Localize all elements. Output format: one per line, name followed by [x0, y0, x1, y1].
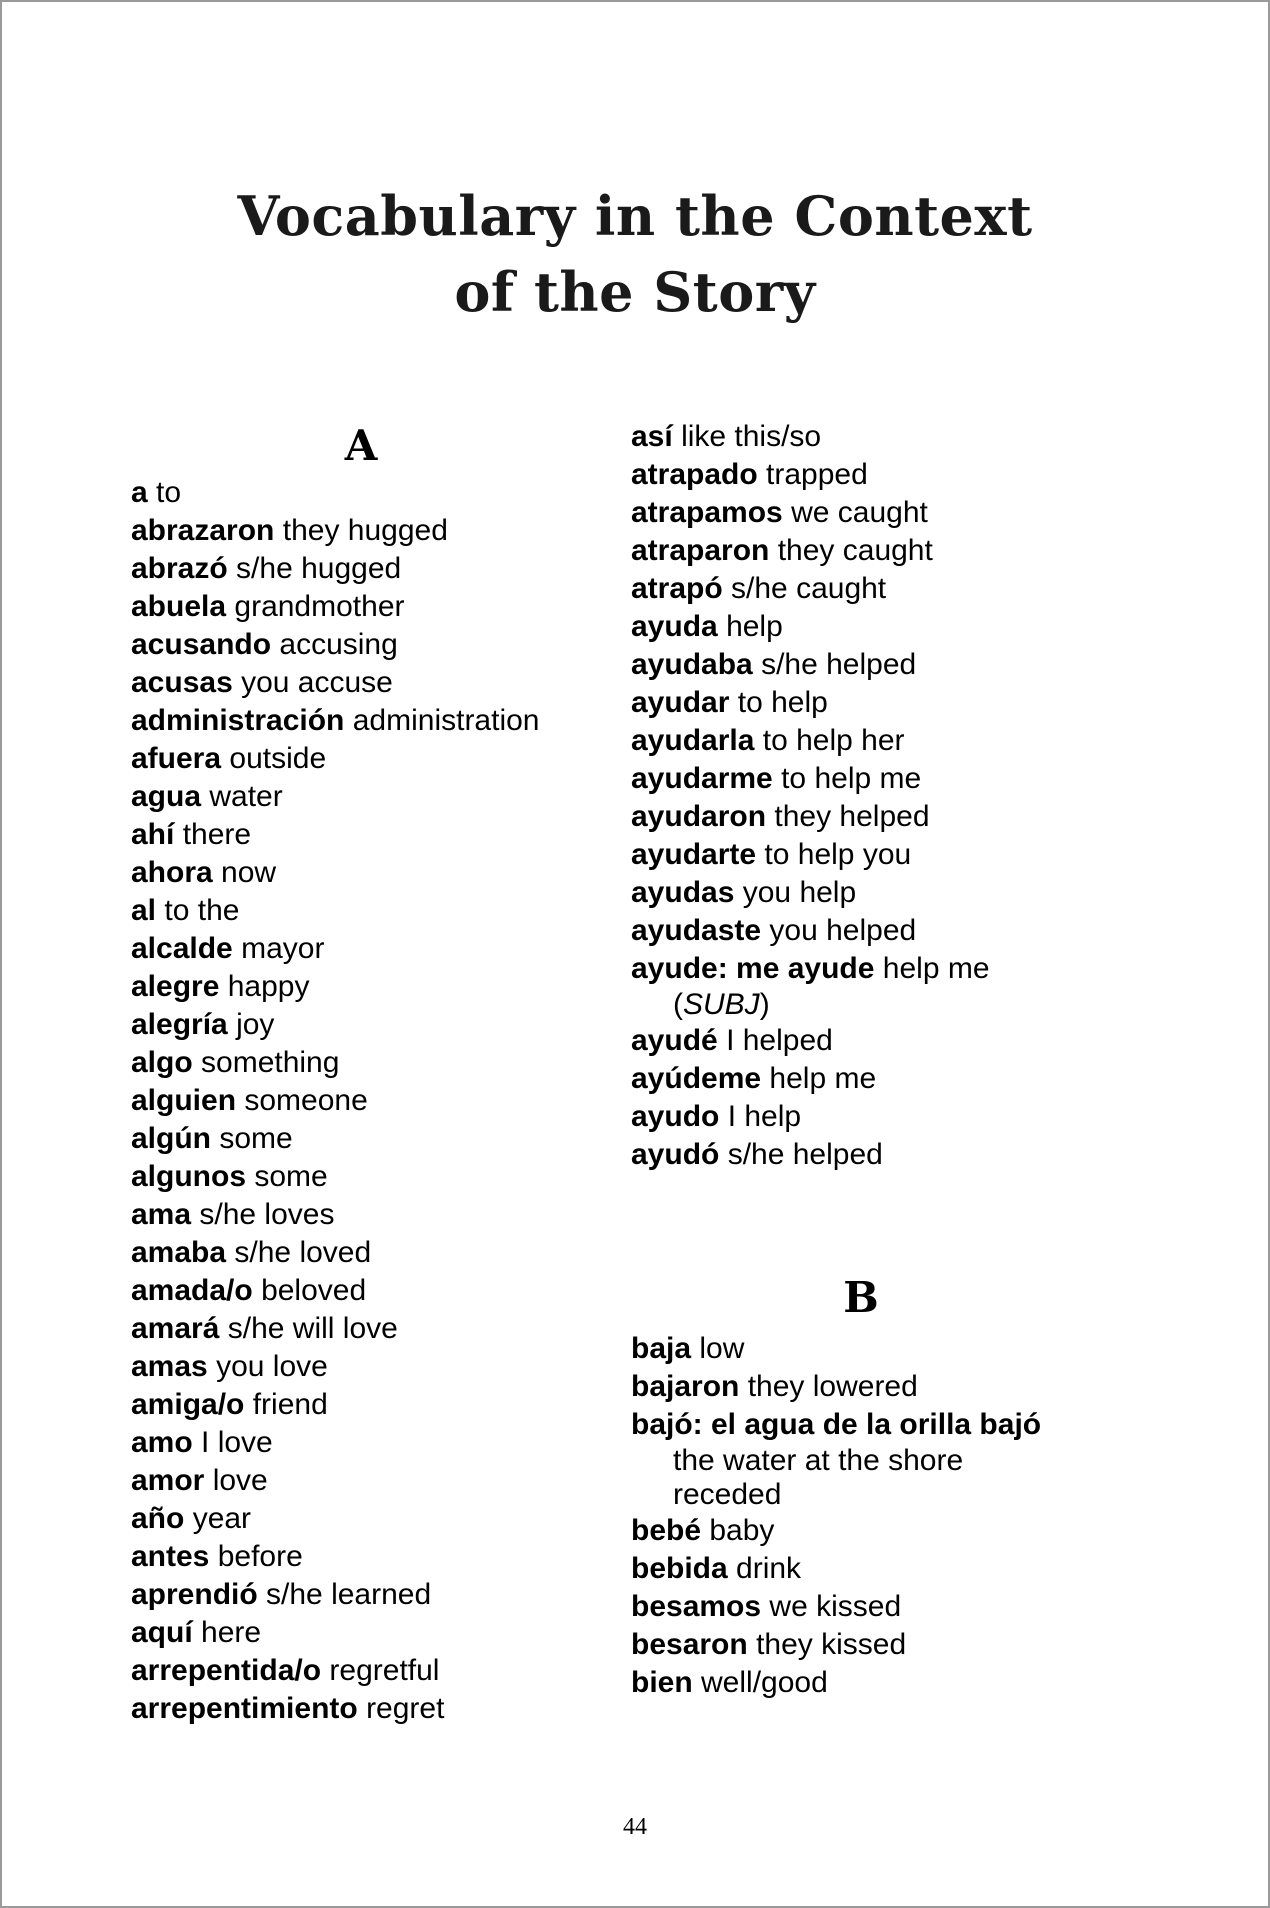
entry-gloss: s/he hugged — [236, 552, 402, 585]
entry-gloss: they helped — [774, 800, 930, 833]
entry-gloss: we kissed — [769, 1590, 902, 1623]
vocab-entry — [131, 854, 601, 892]
entry-gloss: we caught — [791, 496, 928, 529]
vocab-entry — [131, 1196, 601, 1234]
subj-label: SUBJ — [683, 988, 760, 1021]
vocab-entry — [131, 1652, 601, 1690]
vocab-entry — [631, 1060, 1101, 1098]
entry-gloss: they kissed — [756, 1628, 907, 1661]
vocab-entry — [131, 1576, 601, 1614]
entry-gloss: they hugged — [282, 514, 448, 547]
entry-gloss: s/he will love — [227, 1312, 398, 1345]
vocab-entry — [631, 1626, 1101, 1664]
entry-list-b-start — [631, 1330, 1101, 1406]
entry-gloss: outside — [229, 742, 327, 775]
entry-gloss: you love — [216, 1350, 328, 1383]
entry-gloss: to help her — [762, 724, 905, 757]
entry-headword: arrepentida/o — [131, 1654, 322, 1687]
entry-headword: amaba — [131, 1236, 227, 1269]
vocab-entry — [631, 532, 1101, 570]
vocab-entry — [131, 1234, 601, 1272]
vocab-entry — [631, 1664, 1101, 1702]
section-letter-b: B — [843, 1273, 879, 1322]
entry-headword: acusando — [131, 628, 272, 661]
entry-headword: bajaron — [631, 1370, 740, 1403]
entry-gloss: accusing — [279, 628, 398, 661]
entry-headword: bebé — [631, 1514, 702, 1547]
entry-headword: bebida — [631, 1552, 728, 1585]
vocab-entry — [631, 874, 1101, 912]
entry-headword: al — [131, 894, 157, 927]
entry-headword: alegría — [131, 1008, 228, 1041]
vocab-entry — [131, 1006, 601, 1044]
entry-headword: ayudaste — [631, 914, 762, 947]
vocab-entry — [131, 816, 601, 854]
vocab-entry — [131, 1120, 601, 1158]
entry-gloss: like this/so — [681, 420, 822, 453]
vocab-entry — [131, 1462, 601, 1500]
entry-headword: ayudar — [631, 686, 730, 719]
entry-headword: ayudo — [631, 1100, 720, 1133]
entry-headword: año — [131, 1502, 185, 1535]
entry-gloss: joy — [236, 1008, 275, 1041]
vocab-entry — [131, 1424, 601, 1462]
entry-headword: atrapó — [631, 572, 723, 605]
entry-headword: abrazó — [131, 552, 228, 585]
right-column — [631, 418, 1101, 1702]
paren-open: ( — [673, 988, 683, 1021]
entry-gloss: someone — [244, 1084, 368, 1117]
entry-headword: ayudaron — [631, 800, 767, 833]
vocab-entry — [631, 570, 1101, 608]
entry-list-a-end — [631, 1022, 1101, 1174]
entry-gloss: mayor — [241, 932, 325, 965]
entry-gloss: s/he loves — [199, 1198, 335, 1231]
entry-gloss-line-2: receded — [673, 1478, 782, 1511]
entry-headword: aquí — [131, 1616, 193, 1649]
entry-gloss: something — [201, 1046, 340, 1079]
left-column — [131, 420, 601, 1728]
entry-gloss: some — [219, 1122, 293, 1155]
entry-headword: alguien — [131, 1084, 237, 1117]
entry-gloss: to the — [164, 894, 240, 927]
entry-headword: ayudas — [631, 876, 735, 909]
entry-headword: algún — [131, 1122, 211, 1155]
entry-gloss-line-1: the water at the shore — [673, 1444, 964, 1477]
entry-gloss: baby — [709, 1514, 775, 1547]
entry-headword: besamos — [631, 1590, 762, 1623]
entry-gloss: low — [699, 1332, 745, 1365]
vocab-entry — [631, 1136, 1101, 1174]
vocab-entry — [631, 1368, 1101, 1406]
entry-headword: ayudarte — [631, 838, 757, 871]
entry-gloss: grandmother — [234, 590, 405, 623]
entry-gloss: regret — [366, 1692, 445, 1725]
entry-gloss: well/good — [701, 1666, 828, 1699]
entry-headword: amará — [131, 1312, 220, 1345]
entry-headword: ayudaba — [631, 648, 753, 681]
entry-headword: bien — [631, 1666, 693, 1699]
vocab-entry — [131, 778, 601, 816]
entry-headword: así — [631, 420, 673, 453]
vocab-entry — [131, 930, 601, 968]
entry-gloss: love — [212, 1464, 268, 1497]
entry-headword: antes — [131, 1540, 210, 1573]
entry-gloss: they lowered — [747, 1370, 918, 1403]
entry-headword: amor — [131, 1464, 205, 1497]
vocab-entry — [631, 1022, 1101, 1060]
entry-headword: alcalde — [131, 932, 233, 965]
vocab-entry — [131, 1348, 601, 1386]
entry-headword: atrapado — [631, 458, 758, 491]
entry-gloss: water — [209, 780, 283, 813]
vocab-entry — [131, 892, 601, 930]
vocab-entry — [631, 912, 1101, 950]
entry-headword: abuela — [131, 590, 227, 623]
entry-headword: agua — [131, 780, 202, 813]
entry-headword: amiga/o — [131, 1388, 245, 1421]
vocab-entry — [131, 512, 601, 550]
vocab-entry — [131, 1500, 601, 1538]
entry-gloss: I help — [727, 1100, 802, 1133]
vocab-entry — [131, 664, 601, 702]
vocab-entry — [631, 760, 1101, 798]
entry-headword: ayúdeme — [631, 1062, 762, 1095]
entry-headword: amas — [131, 1350, 208, 1383]
entry-list-a — [131, 474, 601, 1728]
entry-list-a-cont — [631, 418, 1101, 950]
entry-headword: a — [131, 476, 148, 509]
vocab-entry-bajo — [631, 1406, 1101, 1512]
entry-gloss: to — [156, 476, 182, 509]
vocab-entry — [631, 608, 1101, 646]
entry-gloss: happy — [227, 970, 310, 1003]
entry-continuation — [631, 988, 1101, 1022]
page-number: 44 — [623, 1814, 647, 1840]
entry-headword: alegre — [131, 970, 220, 1003]
entry-headword: atraparon — [631, 534, 770, 567]
vocab-entry — [631, 1330, 1101, 1368]
vocab-entry-ayude — [631, 950, 1101, 1022]
entry-headword: baja — [631, 1332, 692, 1365]
title-line-1: Vocabulary in the Context — [237, 184, 1033, 248]
vocab-entry — [131, 1044, 601, 1082]
entry-gloss: you helped — [769, 914, 917, 947]
entry-headword: abrazaron — [131, 514, 275, 547]
entry-gloss: help — [726, 610, 783, 643]
entry-gloss: year — [192, 1502, 252, 1535]
vocab-entry — [631, 1588, 1101, 1626]
vocab-entry — [131, 1690, 601, 1728]
entry-headword: ayudé — [631, 1024, 718, 1057]
entry-gloss: regretful — [329, 1654, 440, 1687]
entry-headword: amo — [131, 1426, 193, 1459]
entry-gloss: there — [182, 818, 252, 851]
entry-gloss: help me — [882, 952, 990, 985]
entry-headword: ayude: me ayude — [631, 952, 875, 985]
vocab-entry — [131, 968, 601, 1006]
entry-gloss: here — [201, 1616, 262, 1649]
vocab-entry — [131, 1386, 601, 1424]
entry-headword: aprendió — [131, 1578, 258, 1611]
vocab-entry — [631, 836, 1101, 874]
entry-gloss: friend — [252, 1388, 328, 1421]
vocab-entry — [131, 626, 601, 664]
vocab-entry — [631, 646, 1101, 684]
entry-gloss: before — [217, 1540, 303, 1573]
entry-gloss: some — [254, 1160, 328, 1193]
vocab-entry — [631, 1098, 1101, 1136]
entry-headword: afuera — [131, 742, 222, 775]
vocab-entry — [131, 1614, 601, 1652]
entry-headword: acusas — [131, 666, 233, 699]
entry-gloss: s/he learned — [266, 1578, 432, 1611]
entry-headword: besaron — [631, 1628, 748, 1661]
entry-gloss: you help — [742, 876, 857, 909]
vocab-entry — [131, 550, 601, 588]
vocab-entry — [631, 684, 1101, 722]
section-letter-a: A — [344, 421, 378, 470]
vocab-entry — [631, 494, 1101, 532]
entry-headword: ayudarme — [631, 762, 773, 795]
entry-gloss: s/he caught — [731, 572, 887, 605]
entry-gloss: drink — [736, 1552, 802, 1585]
entry-headword: ayuda — [631, 610, 718, 643]
entry-headword: bajó: el agua de la orilla bajó — [631, 1408, 1042, 1441]
vocab-entry — [131, 1082, 601, 1120]
vocab-entry — [131, 702, 601, 740]
entry-headword: algo — [131, 1046, 193, 1079]
vocab-entry — [631, 722, 1101, 760]
entry-gloss: beloved — [261, 1274, 367, 1307]
vocab-entry — [131, 1158, 601, 1196]
entry-gloss: help me — [769, 1062, 877, 1095]
vocab-entry — [131, 740, 601, 778]
entry-headword: administración — [131, 704, 345, 737]
entry-gloss: I love — [201, 1426, 273, 1459]
entry-gloss: I helped — [726, 1024, 833, 1057]
entry-headword: ayudó — [631, 1138, 720, 1171]
vocab-entry — [631, 798, 1101, 836]
entry-gloss: s/he loved — [234, 1236, 372, 1269]
entry-headword: ahí — [131, 818, 175, 851]
page-title — [2, 178, 1268, 330]
title-line-2: of the Story — [454, 260, 816, 324]
entry-gloss: s/he helped — [727, 1138, 883, 1171]
vocab-entry — [631, 456, 1101, 494]
entry-gloss: to help you — [764, 838, 912, 871]
vocab-entry — [631, 1550, 1101, 1588]
entry-headword: ayudarla — [631, 724, 755, 757]
vocab-entry — [131, 474, 601, 512]
vocab-entry — [631, 418, 1101, 456]
entry-headword: ahora — [131, 856, 213, 889]
entry-gloss: trapped — [766, 458, 868, 491]
entry-headword: atrapamos — [631, 496, 783, 529]
entry-gloss: to help me — [781, 762, 922, 795]
entry-gloss: s/he helped — [761, 648, 917, 681]
entry-headword: arrepentimiento — [131, 1692, 358, 1725]
paren-close: ) — [759, 988, 770, 1021]
vocab-entry — [631, 1512, 1101, 1550]
vocab-entry — [131, 1538, 601, 1576]
vocab-entry — [131, 1310, 601, 1348]
entry-gloss: to help — [737, 686, 828, 719]
entry-list-b-end — [631, 1512, 1101, 1702]
entry-gloss: administration — [352, 704, 540, 737]
vocab-entry — [131, 1272, 601, 1310]
entry-headword: ama — [131, 1198, 192, 1231]
entry-gloss: you accuse — [241, 666, 393, 699]
entry-headword: amada/o — [131, 1274, 253, 1307]
entry-gloss: now — [221, 856, 277, 889]
vocab-entry — [131, 588, 601, 626]
entry-headword: algunos — [131, 1160, 247, 1193]
entry-gloss: they caught — [777, 534, 933, 567]
